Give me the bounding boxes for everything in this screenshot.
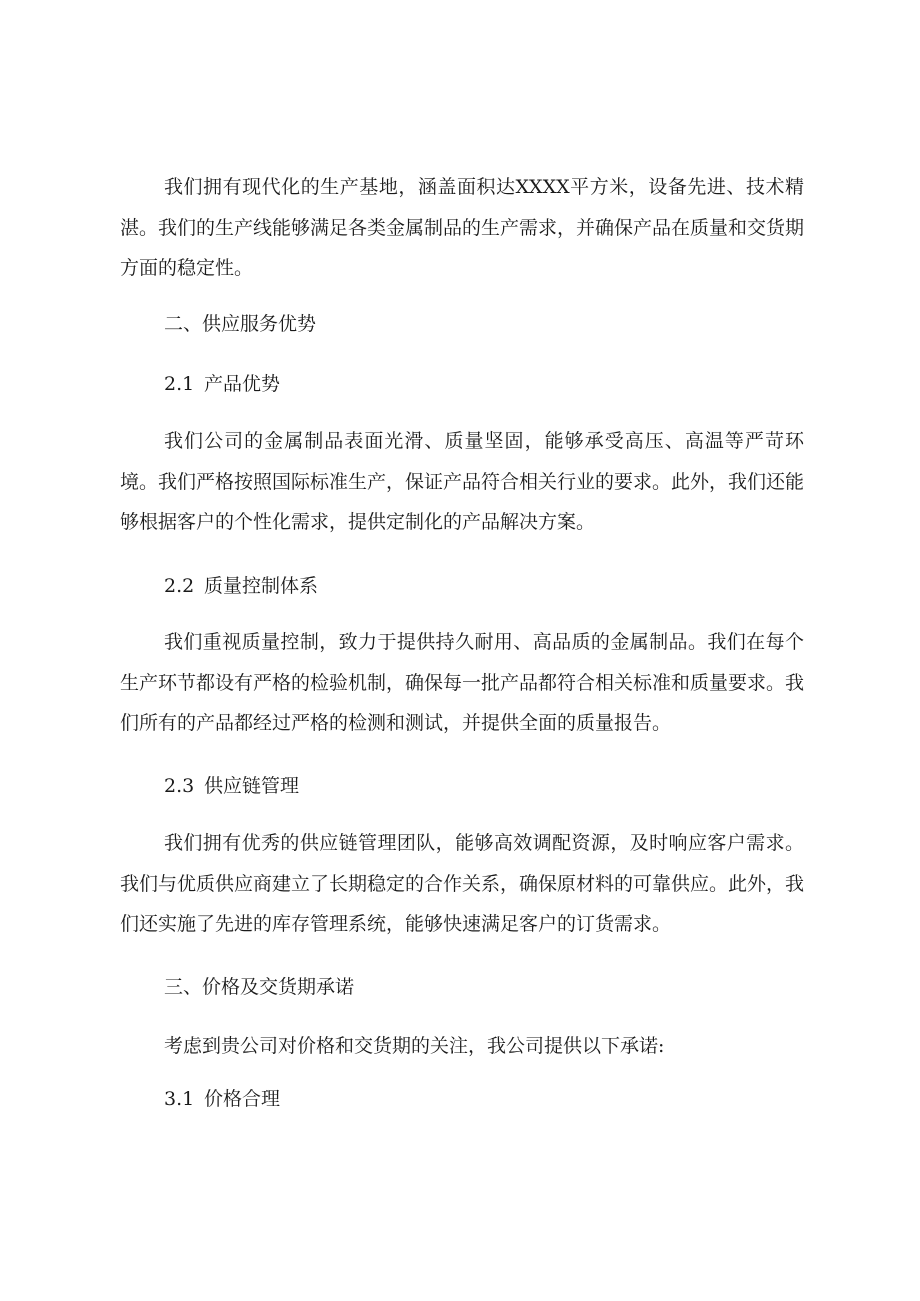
paragraph-commitment-intro: 考虑到贵公司对价格和交货期的关注，我公司提供以下承诺: bbox=[164, 1035, 665, 1057]
subheading-number: 2.3 bbox=[164, 775, 195, 797]
section-heading-price-delivery: 三、价格及交货期承诺 bbox=[164, 976, 355, 998]
subheading-2-2 bbox=[164, 573, 318, 599]
paragraph-supply-chain: 我们拥有优秀的供应链管理团队，能够高效调配资源，及时响应客户需求。我们与优质供应商建立了长期稳定的合作关系，确保原材料的可靠供应。此外，我们还实施了先进的库存管理系统，能够快速满足客户的订货需求。 bbox=[120, 832, 805, 935]
paragraph-production-base: 我们拥有现代化的生产基地，涵盖面积达XXXX平方米，设备先进、技术精湛。我们的生产线能够满足各类金属制品的生产需求，并确保产品在质量和交货期方面的稳定性。 bbox=[120, 176, 805, 279]
subheading-number: 2.2 bbox=[164, 575, 195, 597]
section-heading-supply-advantages: 二、供应服务优势 bbox=[164, 313, 317, 335]
subheading-title: 质量控制体系 bbox=[204, 575, 319, 597]
subheading-2-3 bbox=[164, 773, 299, 799]
subheading-number: 3.1 bbox=[164, 1088, 195, 1110]
subheading-number: 2.1 bbox=[164, 373, 195, 395]
paragraph-product-advantages: 我们公司的金属制品表面光滑、质量坚固，能够承受高压、高温等严苛环境。我们严格按照国际标准生产，保证产品符合相关行业的要求。此外，我们还能够根据客户的个性化需求，提供定制化的产品解决方案。 bbox=[120, 430, 805, 533]
subheading-title: 产品优势 bbox=[204, 373, 281, 395]
subheading-title: 价格合理 bbox=[204, 1088, 281, 1110]
paragraph-quality-control: 我们重视质量控制，致力于提供持久耐用、高品质的金属制品。我们在每个生产环节都设有严格的检验机制，确保每一批产品都符合相关标准和质量要求。我们所有的产品都经过严格的检测和测试，并提供全面的质量报告。 bbox=[120, 631, 805, 734]
subheading-title: 供应链管理 bbox=[204, 775, 300, 797]
subheading-2-1 bbox=[164, 371, 280, 397]
subheading-3-1 bbox=[164, 1086, 280, 1112]
